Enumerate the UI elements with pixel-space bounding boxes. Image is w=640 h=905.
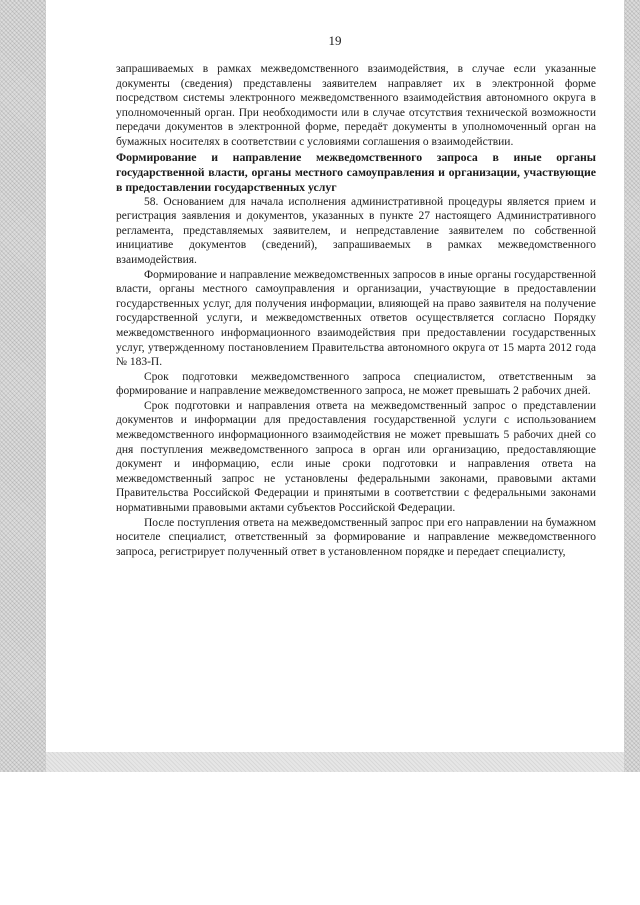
scan-border-bottom bbox=[46, 752, 624, 772]
paragraph-request-deadline: Срок подготовки межведомственного запроса специалистом, ответственным за формирование и направление межведомственного запроса, не может превышать 2 рабочих дней. bbox=[116, 370, 596, 398]
page-content bbox=[116, 62, 596, 559]
document-page bbox=[46, 0, 624, 752]
paragraph-58: 58. Основанием для начала исполнения административной процедуры является прием и регистрация заявления и документов, указанных в пункте 27 настоящего Административного регламента, представляемых заявителем, и непредставление заявителем по собственной инициативе документов (сведений), запрашиваемых в рамках межведомственного взаимодействия. bbox=[116, 195, 596, 266]
paragraph-requests: Формирование и направление межведомственных запросов в иные органы государственной власти, органы местного самоуправления и организации, участвующие в предоставлении государственных услуг, для получения информации, влияющей на право заявителя на получение государственной услуги, и межведомственных ответов осуществляется согласно Порядку межведомственного информационного взаимодействия при предоставлении государственных услуг, утвержденному постановлением Правительства автономного округа от 15 марта 2012 года № 183-П. bbox=[116, 268, 596, 369]
intro-paragraph: запрашиваемых в рамках межведомственного взаимодействия, в случае если указанные документы (сведения) представлены заявителем направляет их в электронной форме посредством системы электронного межведомственного взаимодействия автономного округа в уполномоченный орган. При необходимости или в случае отсутствия технической возможности передачи документов в электронной форме, передаёт документы в уполномоченный орган на бумажных носителях в соответствии с условиями соглашения о взаимодействии. bbox=[116, 63, 596, 148]
scan-border-right bbox=[624, 0, 640, 772]
section-heading: Формирование и направление межведомственного запроса в иные органы государственной власти, органы местного самоуправления и организации, участвующие в предоставлении государственных услуг bbox=[116, 149, 596, 194]
scan-border-left bbox=[0, 0, 46, 772]
paragraph-after-response: После поступления ответа на межведомственный запрос при его направлении на бумажном носителе специалист, ответственный за формирование и направление межведомственного запроса, регистрирует полученный ответ в установленном порядке и передает специалисту, bbox=[116, 516, 596, 558]
paragraph-response-deadline: Срок подготовки и направления ответа на межведомственный запрос о представлении документов и информации для предоставления государственной услуги с использованием межведомственного информационного взаимодействия не может превышать 5 рабочих дней со дня поступления межведомственного запроса в орган или организацию, предоставляющие документ и информацию, если иные сроки подготовки и направления ответа на межведомственный запрос не установлены федеральными законами, правовыми актами Правительства Российской Федерации и принятыми в соответствии с федеральными законами нормативными правовыми актами субъектов Российской Федерации. bbox=[116, 399, 596, 515]
page-number: 19 bbox=[328, 33, 342, 48]
